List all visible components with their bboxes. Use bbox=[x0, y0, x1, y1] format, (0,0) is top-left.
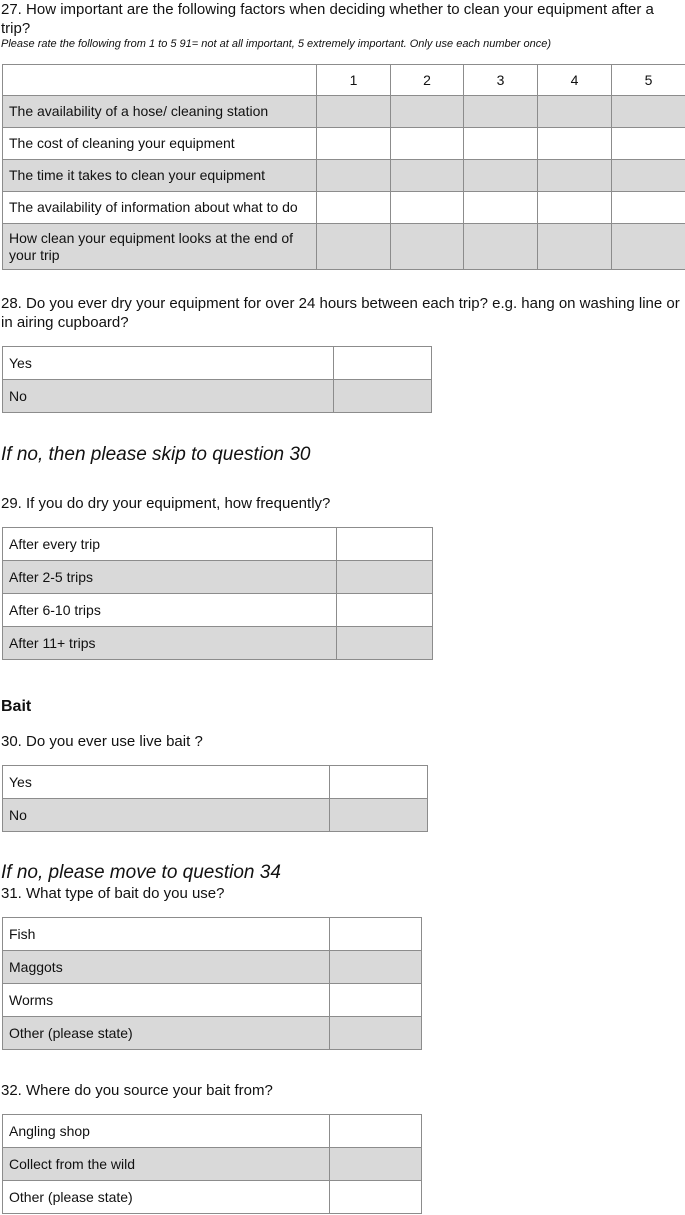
option-answer-cell[interactable] bbox=[334, 380, 432, 413]
option-label: Collect from the wild bbox=[3, 1148, 330, 1181]
rating-cell[interactable] bbox=[391, 128, 464, 160]
option-row bbox=[3, 627, 433, 660]
option-row bbox=[3, 1017, 422, 1050]
rating-cell[interactable] bbox=[391, 224, 464, 270]
option-row bbox=[3, 766, 428, 799]
rating-scale-2: 2 bbox=[391, 65, 464, 96]
rating-cell[interactable] bbox=[464, 128, 538, 160]
rating-scale-3: 3 bbox=[464, 65, 538, 96]
question-31: 31. What type of bait do you use? bbox=[1, 885, 225, 902]
rating-row-label: How clean your equipment looks at the end of your trip bbox=[3, 224, 317, 270]
option-answer-cell[interactable] bbox=[330, 1017, 422, 1050]
option-answer-cell[interactable] bbox=[337, 561, 433, 594]
options-table-q29 bbox=[2, 527, 433, 660]
options-table-q32 bbox=[2, 1114, 422, 1214]
option-answer-cell[interactable] bbox=[337, 528, 433, 561]
rating-header-blank bbox=[3, 65, 317, 96]
option-label: Angling shop bbox=[3, 1115, 330, 1148]
option-label: After every trip bbox=[3, 528, 337, 561]
option-answer-cell[interactable] bbox=[330, 1115, 422, 1148]
option-answer-cell[interactable] bbox=[330, 984, 422, 1017]
rating-row bbox=[3, 160, 685, 192]
options-table-q31 bbox=[2, 917, 422, 1050]
rating-row-label: The availability of information about what to do bbox=[3, 192, 317, 224]
rating-row bbox=[3, 192, 685, 224]
option-row bbox=[3, 799, 428, 832]
option-row bbox=[3, 918, 422, 951]
rating-cell[interactable] bbox=[317, 160, 391, 192]
rating-cell[interactable] bbox=[538, 192, 612, 224]
rating-scale-1: 1 bbox=[317, 65, 391, 96]
option-answer-cell[interactable] bbox=[330, 1148, 422, 1181]
option-label: Maggots bbox=[3, 951, 330, 984]
option-row bbox=[3, 1148, 422, 1181]
rating-cell[interactable] bbox=[612, 160, 685, 192]
rating-row bbox=[3, 96, 685, 128]
option-label: Yes bbox=[3, 766, 330, 799]
option-row bbox=[3, 1115, 422, 1148]
question-28: 28. Do you ever dry your equipment for over 24 hours between each trip? e.g. hang on washing line or in airing cupboard? bbox=[1, 295, 680, 331]
rating-cell[interactable] bbox=[317, 128, 391, 160]
skip-instruction-q34: If no, please move to question 34 bbox=[1, 862, 281, 883]
section-heading-bait: Bait bbox=[1, 698, 32, 715]
rating-row-label: The cost of cleaning your equipment bbox=[3, 128, 317, 160]
option-row bbox=[3, 380, 432, 413]
question-27-instructions: Please rate the following from 1 to 5 91= not at all important, 5 extremely important. Only use each number once) bbox=[1, 38, 551, 50]
option-label: No bbox=[3, 799, 330, 832]
rating-cell[interactable] bbox=[464, 160, 538, 192]
rating-cell[interactable] bbox=[612, 96, 685, 128]
option-label: After 11+ trips bbox=[3, 627, 337, 660]
rating-cell[interactable] bbox=[538, 96, 612, 128]
question-29: 29. If you do dry your equipment, how frequently? bbox=[1, 495, 331, 512]
question-30: 30. Do you ever use live bait ? bbox=[1, 733, 203, 750]
option-row bbox=[3, 561, 433, 594]
option-answer-cell[interactable] bbox=[337, 594, 433, 627]
skip-instruction-q30: If no, then please skip to question 30 bbox=[1, 444, 311, 465]
rating-row bbox=[3, 128, 685, 160]
rating-cell[interactable] bbox=[464, 224, 538, 270]
option-label: Fish bbox=[3, 918, 330, 951]
rating-cell[interactable] bbox=[317, 192, 391, 224]
rating-cell[interactable] bbox=[317, 224, 391, 270]
option-answer-cell[interactable] bbox=[330, 918, 422, 951]
rating-row-label: The time it takes to clean your equipment bbox=[3, 160, 317, 192]
option-answer-cell[interactable] bbox=[330, 799, 428, 832]
option-answer-cell[interactable] bbox=[330, 766, 428, 799]
question-32: 32. Where do you source your bait from? bbox=[1, 1082, 273, 1099]
rating-cell[interactable] bbox=[391, 160, 464, 192]
option-row bbox=[3, 528, 433, 561]
rating-cell[interactable] bbox=[317, 96, 391, 128]
rating-header-row bbox=[3, 65, 685, 96]
rating-scale-4: 4 bbox=[538, 65, 612, 96]
option-label: Yes bbox=[3, 347, 334, 380]
rating-cell[interactable] bbox=[391, 192, 464, 224]
rating-cell[interactable] bbox=[464, 96, 538, 128]
option-row bbox=[3, 984, 422, 1017]
rating-cell[interactable] bbox=[538, 128, 612, 160]
option-answer-cell[interactable] bbox=[334, 347, 432, 380]
rating-cell[interactable] bbox=[538, 160, 612, 192]
rating-row bbox=[3, 224, 685, 270]
option-row bbox=[3, 347, 432, 380]
option-label: Worms bbox=[3, 984, 330, 1017]
option-answer-cell[interactable] bbox=[330, 1181, 422, 1214]
option-answer-cell[interactable] bbox=[337, 627, 433, 660]
rating-table-q27 bbox=[2, 64, 685, 270]
option-row bbox=[3, 951, 422, 984]
option-label: No bbox=[3, 380, 334, 413]
rating-cell[interactable] bbox=[612, 224, 685, 270]
option-answer-cell[interactable] bbox=[330, 951, 422, 984]
option-label: After 6-10 trips bbox=[3, 594, 337, 627]
rating-scale-5: 5 bbox=[612, 65, 685, 96]
options-table-q28 bbox=[2, 346, 432, 413]
option-label: Other (please state) bbox=[3, 1181, 330, 1214]
rating-cell[interactable] bbox=[538, 224, 612, 270]
option-label: Other (please state) bbox=[3, 1017, 330, 1050]
rating-cell[interactable] bbox=[391, 96, 464, 128]
rating-row-label: The availability of a hose/ cleaning station bbox=[3, 96, 317, 128]
option-row bbox=[3, 594, 433, 627]
rating-cell[interactable] bbox=[612, 128, 685, 160]
rating-cell[interactable] bbox=[464, 192, 538, 224]
option-row bbox=[3, 1181, 422, 1214]
options-table-q30 bbox=[2, 765, 428, 832]
question-27: 27. How important are the following factors when deciding whether to clean your equipment after a trip? bbox=[1, 1, 654, 37]
option-label: After 2-5 trips bbox=[3, 561, 337, 594]
rating-cell[interactable] bbox=[612, 192, 685, 224]
